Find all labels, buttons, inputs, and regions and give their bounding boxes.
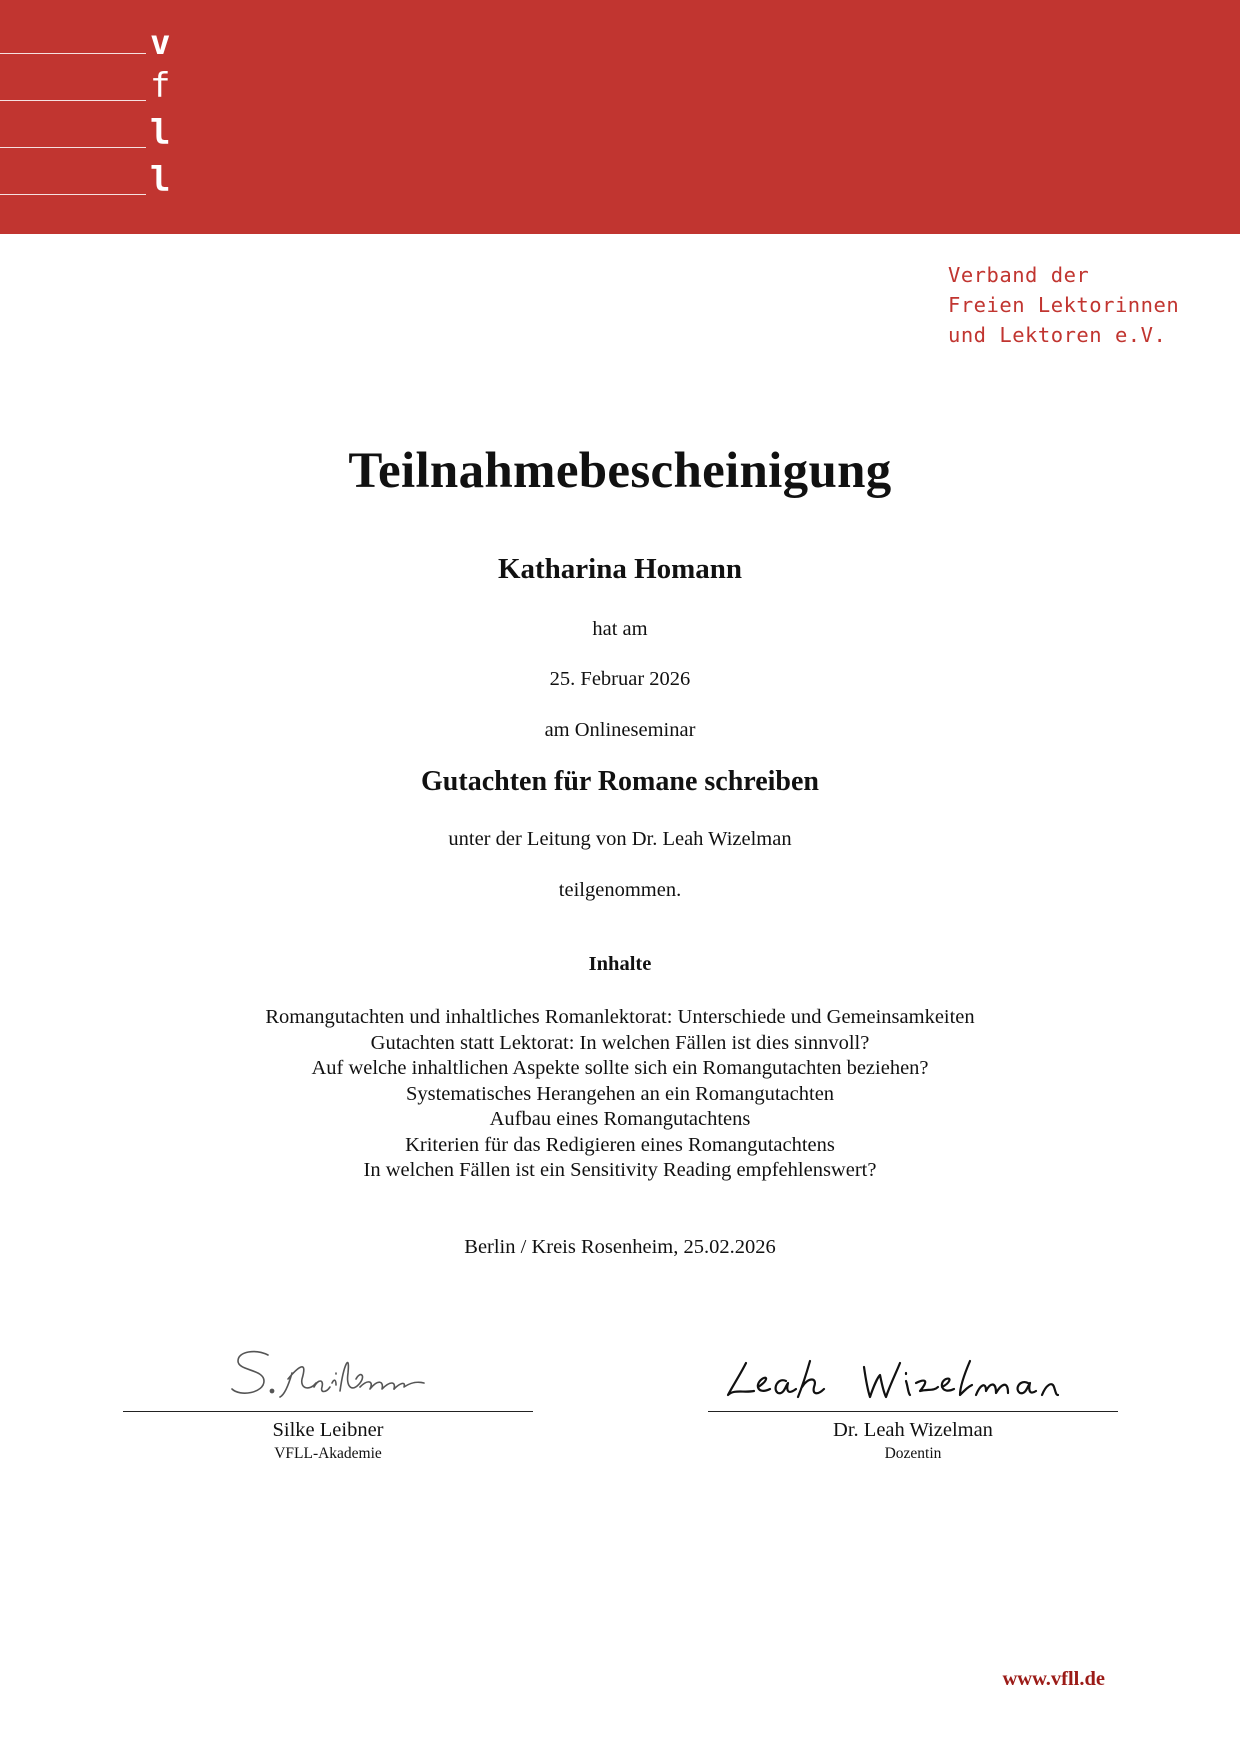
logo-letter-v: v [150, 23, 171, 63]
signer-name: Silke Leibner [272, 1419, 384, 1441]
list-item: Romangutachten und inhaltliches Romanlektorat: Unterschiede und Gemeinsamkeiten [265, 1006, 975, 1028]
signature-leah-wizelman [724, 1355, 1079, 1411]
participation-line: teilgenommen. [558, 879, 682, 901]
logo-letter-l1: l [150, 113, 171, 153]
logo-letter-f: f [150, 66, 171, 106]
organization-name [948, 260, 1198, 350]
list-item: Auf welche inhaltlichen Aspekte sollte sich ein Romangutachten beziehen? [311, 1057, 929, 1079]
instructor-line: unter der Leitung von Dr. Leah Wizelman [448, 828, 792, 850]
course-title: Gutachten für Romane schreiben [421, 766, 819, 797]
signer-name: Dr. Leah Wizelman [833, 1419, 993, 1441]
logo-line [0, 100, 146, 101]
list-item: Systematisches Herangehen an ein Romangutachten [405, 1082, 835, 1105]
intro-line-1: hat am [592, 618, 648, 640]
signer-role: VFLL-Akademie [274, 1445, 382, 1462]
organization-line-2: Freien Lektorinnen [948, 293, 1180, 317]
website-link[interactable]: www.vfll.de [1002, 1668, 1105, 1690]
organization-line-1: Verband der [948, 263, 1090, 287]
signature-silke-leibner [228, 1343, 438, 1405]
contents-heading: Inhalte [588, 953, 652, 975]
intro-line-2: am Onlineseminar [544, 719, 696, 741]
certificate-title: Teilnahmebescheinigung [348, 443, 892, 499]
contents-list [0, 1005, 1240, 1184]
participant-name: Katharina Homann [497, 553, 743, 585]
list-item: In welchen Fällen ist ein Sensitivity Reading empfehlenswert? [363, 1159, 877, 1181]
organization-line-3: und Lektoren e.V. [948, 323, 1167, 347]
logo-line [0, 53, 146, 54]
signer-role: Dozentin [884, 1445, 942, 1462]
signature-line [123, 1411, 533, 1412]
signature-line [708, 1411, 1118, 1412]
seminar-date: 25. Februar 2026 [549, 668, 691, 690]
logo-letter-l2: l [150, 160, 171, 200]
logo-line [0, 147, 146, 148]
logo-line [0, 194, 146, 195]
header-banner [0, 0, 1240, 234]
list-item: Gutachten statt Lektorat: In welchen Fällen ist dies sinnvoll? [370, 1031, 870, 1054]
list-item: Aufbau eines Romangutachtens [489, 1108, 751, 1130]
place-date: Berlin / Kreis Rosenheim, 25.02.2026 [464, 1236, 776, 1258]
list-item: Kriterien für das Redigieren eines Romangutachtens [405, 1133, 835, 1156]
